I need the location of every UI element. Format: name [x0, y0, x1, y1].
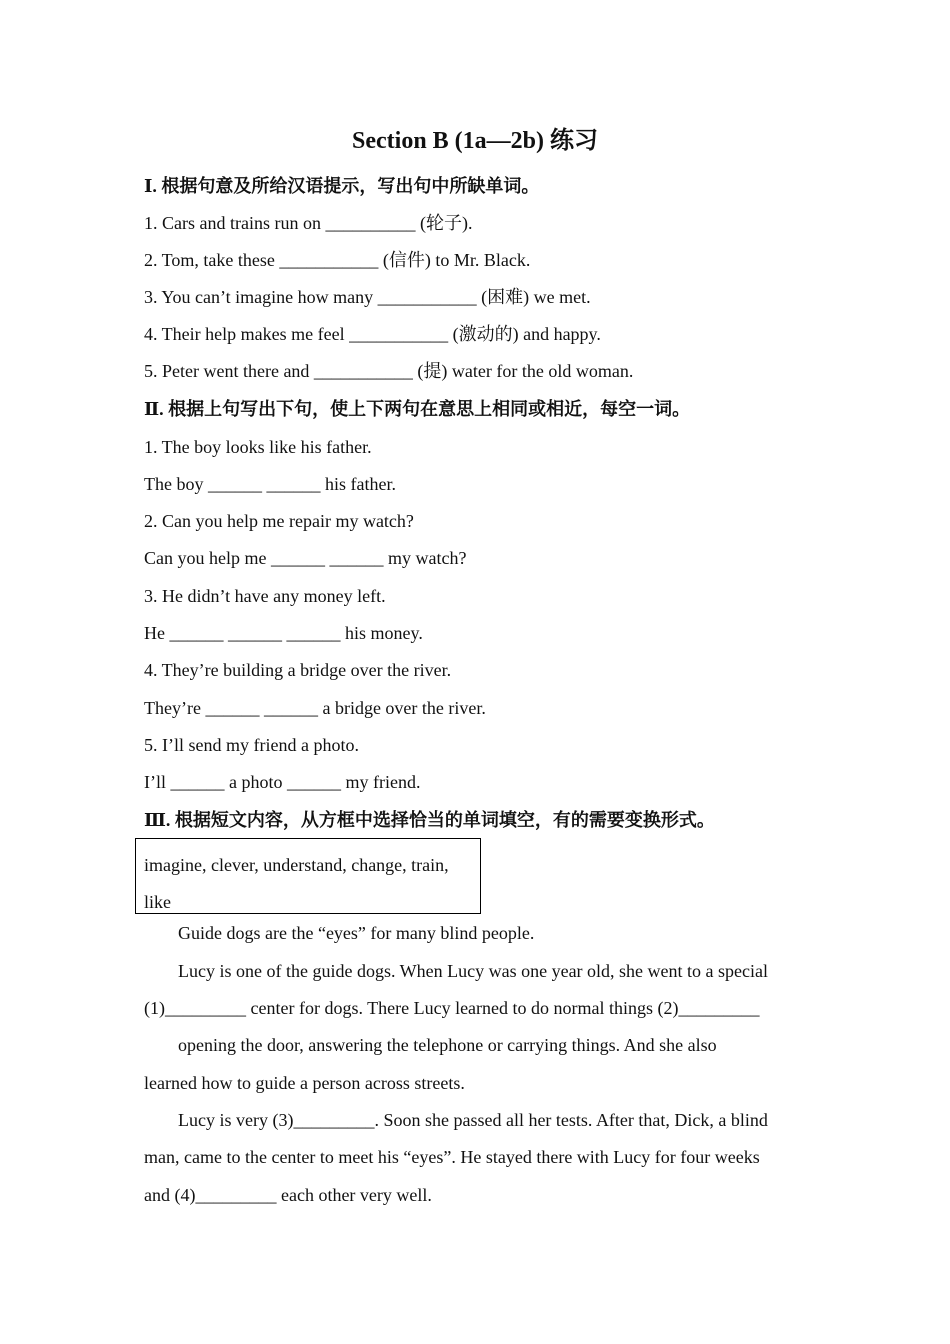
- part2-line: 5. I’ll send my friend a photo.: [144, 735, 359, 755]
- part1-item: 1. Cars and trains run on __________ (轮子).: [144, 213, 473, 233]
- part2-line: 1. The boy looks like his father.: [144, 437, 372, 457]
- passage-line: man, came to the center to meet his “eyes”. He stayed there with Lucy for four weeks: [144, 1147, 760, 1167]
- part2-line: 3. He didn’t have any money left.: [144, 586, 386, 606]
- passage-line: Guide dogs are the “eyes” for many blind people.: [178, 923, 535, 943]
- passage-line: Lucy is one of the guide dogs. When Lucy was one year old, she went to a special: [178, 961, 769, 981]
- part1-heading: Ⅰ. 根据句意及所给汉语提示，写出句中所缺单词。: [144, 176, 540, 196]
- part1-item: 2. Tom, take these ___________ (信件) to Mr. Black.: [144, 250, 531, 270]
- part2-line: 4. They’re building a bridge over the river.: [144, 660, 452, 680]
- part2-line: I’ll ______ a photo ______ my friend.: [144, 772, 421, 792]
- worksheet-title: Section B (1a—2b) 练习: [352, 128, 598, 154]
- passage-line: opening the door, answering the telephone or carrying things. And she also: [178, 1035, 717, 1055]
- part1-item: 3. You can’t imagine how many ___________ (困难) we met.: [144, 287, 591, 307]
- part2-line: He ______ ______ ______ his money.: [144, 623, 423, 643]
- word-box: [135, 838, 481, 914]
- passage-line: and (4)_________ each other very well.: [144, 1185, 432, 1205]
- passage-line: Lucy is very (3)_________. Soon she passed all her tests. After that, Dick, a blind: [178, 1110, 768, 1130]
- part3-heading: Ⅲ. 根据短文内容，从方框中选择恰当的单词填空，有的需要变换形式。: [144, 810, 715, 830]
- part2-line: Can you help me ______ ______ my watch?: [144, 548, 467, 568]
- part2-heading: Ⅱ. 根据上句写出下句，使上下两句在意思上相同或相近，每空一词。: [144, 399, 691, 419]
- passage-line: learned how to guide a person across streets.: [144, 1073, 465, 1093]
- passage-line: (1)_________ center for dogs. There Lucy learned to do normal things (2)_________: [144, 998, 760, 1018]
- part1-item: 4. Their help makes me feel ___________ (激动的) and happy.: [144, 324, 601, 344]
- word-box-text: imagine, clever, understand, change, train, like: [144, 855, 449, 912]
- part2-line: 2. Can you help me repair my watch?: [144, 511, 414, 531]
- part1-item: 5. Peter went there and ___________ (提) water for the old woman.: [144, 361, 634, 381]
- part2-line: The boy ______ ______ his father.: [144, 474, 396, 494]
- part2-line: They’re ______ ______ a bridge over the river.: [144, 698, 486, 718]
